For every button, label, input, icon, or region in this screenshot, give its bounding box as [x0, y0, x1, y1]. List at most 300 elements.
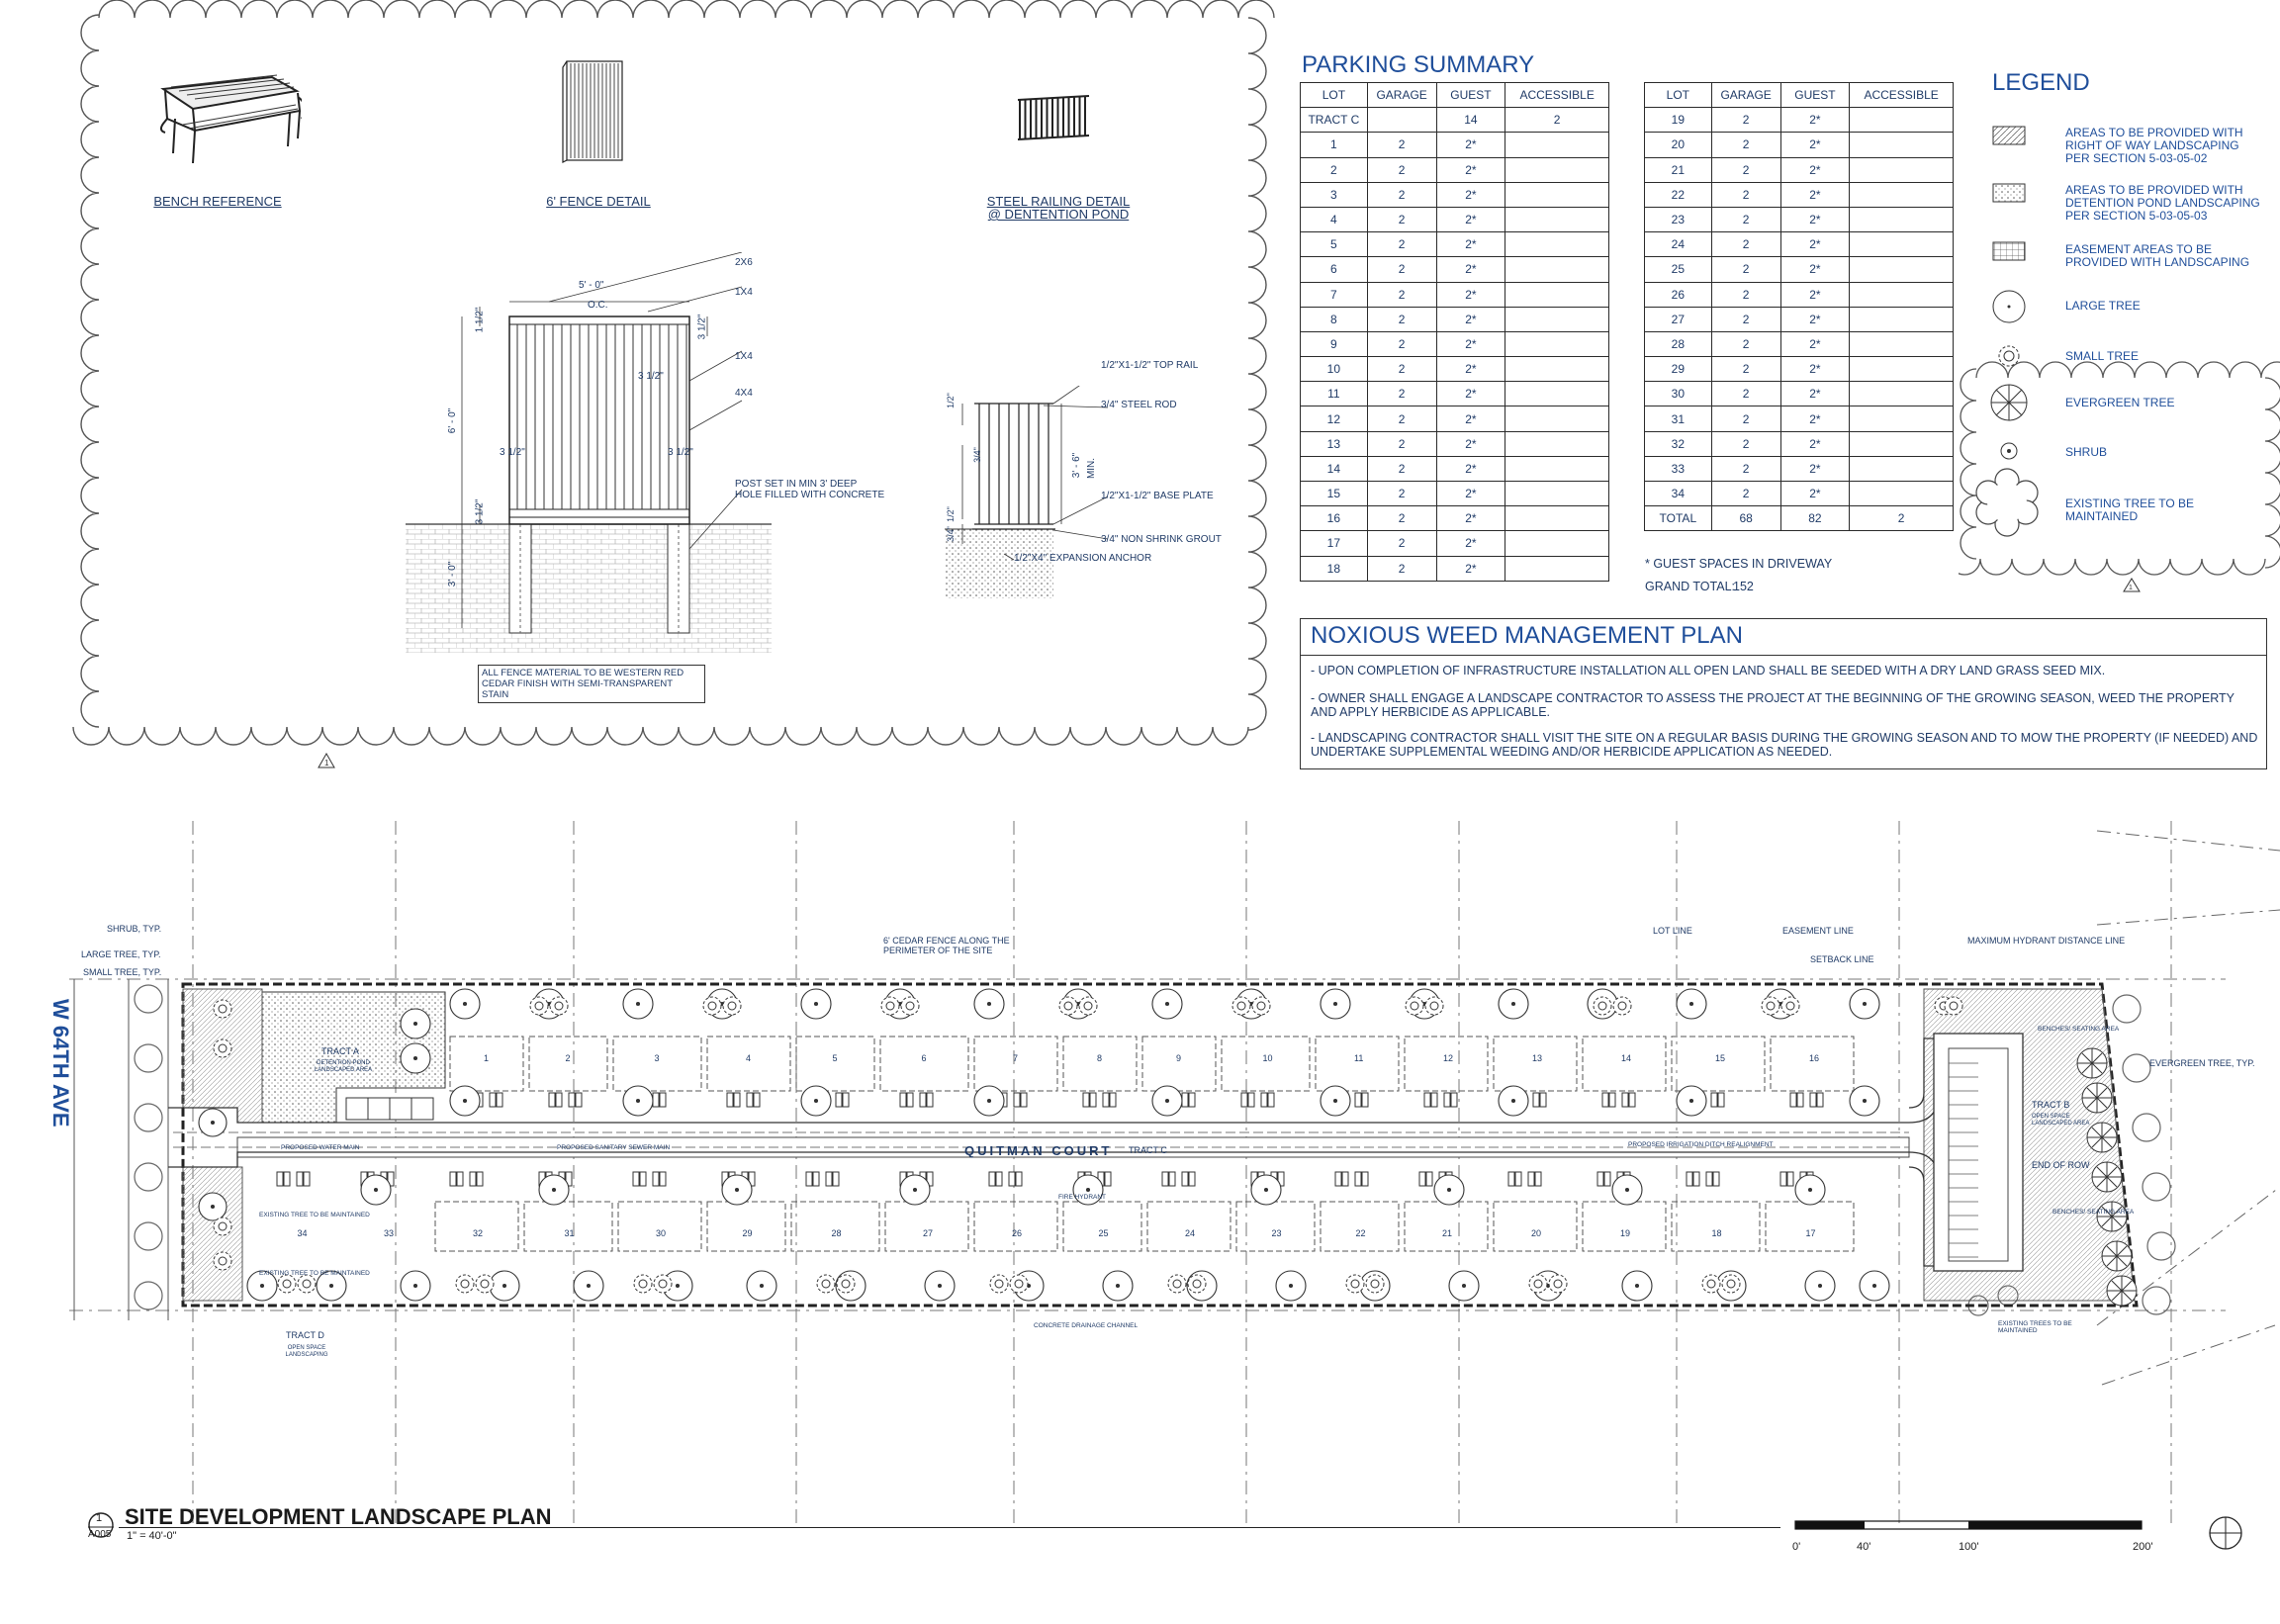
table-cell: 2*	[1436, 506, 1505, 531]
table-cell	[1505, 357, 1609, 382]
table-cell	[1505, 406, 1609, 431]
table-cell: 2	[1711, 182, 1780, 207]
benches-label-2: BENCHES/ SEATING AREA	[2052, 1209, 2135, 1216]
court-tract-label: TRACT C	[1129, 1145, 1167, 1155]
railing-callout-anchor: 1/2"X4" EXPANSION ANCHOR	[1014, 553, 1152, 564]
lot-number: 26	[1012, 1228, 1023, 1238]
lot-number: 4	[746, 1053, 752, 1063]
table-cell: 2*	[1780, 482, 1850, 506]
legend-item-text: RIGHT OF WAY LANDSCAPING	[2065, 138, 2239, 152]
table-row	[1645, 506, 1954, 531]
existing-tree-label-1: EXISTING TREE TO BE MAINTAINED	[259, 1212, 370, 1218]
callout-shrub: SHRUB, TYP.	[107, 924, 162, 934]
legend-item-text: MAINTAINED	[2065, 509, 2139, 523]
table-cell	[1505, 133, 1609, 157]
callout-small-tree: SMALL TREE, TYP.	[83, 967, 162, 977]
table-row	[1645, 382, 1954, 406]
table-cell: 2*	[1436, 182, 1505, 207]
table-cell: 2	[1367, 406, 1436, 431]
table-cell: 2	[1711, 207, 1780, 231]
table-cell: 13	[1301, 431, 1368, 456]
callout-setback-line: SETBACK LINE	[1810, 954, 1874, 964]
table-cell: 82	[1780, 506, 1850, 531]
table-cell: 2*	[1436, 406, 1505, 431]
concrete-channel-label: CONCRETE DRAINAGE CHANNEL	[1034, 1322, 1139, 1329]
table-row	[1301, 382, 1609, 406]
table-cell: 2*	[1780, 357, 1850, 382]
svg-text:1: 1	[324, 759, 329, 767]
scale-mark-100: 100'	[1959, 1541, 1979, 1553]
table-cell: 2	[1367, 357, 1436, 382]
railing-illustration	[1014, 94, 1093, 148]
table-cell: 10	[1301, 357, 1368, 382]
table-row	[1301, 157, 1609, 182]
railing-dim-1: 1/2"	[945, 393, 956, 408]
tract-b-label: TRACT B	[2032, 1100, 2070, 1110]
table-cell: 2	[1367, 232, 1436, 257]
table-cell: 2*	[1780, 133, 1850, 157]
table-cell: 2	[1367, 207, 1436, 231]
table-cell: 2*	[1436, 257, 1505, 282]
legend-item-text: PROVIDED WITH LANDSCAPING	[2065, 255, 2250, 269]
table-row	[1301, 282, 1609, 307]
fence-material-note	[478, 665, 705, 703]
lot-number: 22	[1355, 1228, 1366, 1238]
table-cell: 30	[1645, 382, 1712, 406]
sewer-main-label: PROPOSED SANITARY SEWER MAIN	[557, 1144, 671, 1151]
fence-dim-height: 6' - 0"	[447, 407, 459, 434]
table-cell	[1505, 207, 1609, 231]
table-cell	[1505, 282, 1609, 307]
railing-section-drawing	[945, 386, 1113, 598]
fence-illustration	[559, 57, 638, 168]
table-cell: TOTAL	[1645, 506, 1712, 531]
callout-lot-line: LOT LINE	[1653, 926, 1692, 936]
table-cell: 32	[1645, 431, 1712, 456]
table-cell: 2	[1367, 382, 1436, 406]
fence-detail-label: 6' FENCE DETAIL	[546, 194, 651, 209]
lot-number: 33	[384, 1228, 395, 1238]
table-cell	[1505, 482, 1609, 506]
table-cell	[1505, 182, 1609, 207]
lot-number: 7	[1013, 1053, 1019, 1063]
railing-dim-2: 3/4"	[971, 447, 982, 463]
existing-tree-label-2: EXISTING TREE TO BE MAINTAINED	[259, 1270, 370, 1277]
table-cell: 2*	[1780, 257, 1850, 282]
court-label: QUITMAN COURT	[964, 1143, 1113, 1158]
table-row	[1301, 108, 1609, 133]
table-cell: 2*	[1780, 232, 1850, 257]
table-cell	[1505, 531, 1609, 556]
table-row	[1301, 257, 1609, 282]
table-cell	[1850, 157, 1954, 182]
table-cell: 24	[1645, 232, 1712, 257]
table-cell: 2*	[1780, 307, 1850, 331]
table-row	[1645, 482, 1954, 506]
table-cell: 2*	[1436, 531, 1505, 556]
title-underline	[119, 1527, 1780, 1528]
railing-dim-3: 3' - 6"	[1071, 452, 1083, 479]
table-cell: 2*	[1436, 357, 1505, 382]
table-row	[1301, 182, 1609, 207]
site-plan-drawing	[0, 811, 2280, 1523]
table-cell: 17	[1301, 531, 1368, 556]
weed-plan-title: NOXIOUS WEED MANAGEMENT PLAN	[1311, 622, 1743, 649]
fence-dim-post-left: 3 1/2"	[500, 447, 525, 458]
lot-number: 23	[1271, 1228, 1282, 1238]
lot-number: 16	[1809, 1053, 1820, 1063]
weed-item-3: - LANDSCAPING CONTRACTOR SHALL VISIT THE SITE ON A REGULAR BASIS DURING THE GROWING SEASON AND TO MOW THE PROPERTY (IF NEEDED) AND UNDERTAKE SUPPLEMENTAL WEEDING AND/OR HERBICIDE APPLICATION AS NEEDED.	[1311, 731, 2258, 759]
table-cell	[1505, 307, 1609, 331]
sheet-number: 1	[96, 1512, 103, 1524]
lot-number: 31	[564, 1228, 575, 1238]
callout-easement-line: EASEMENT LINE	[1782, 926, 1854, 936]
fence-callout-1x4-top: 1X4	[735, 287, 753, 298]
table-cell	[1505, 257, 1609, 282]
grand-total-label: GRAND TOTAL:	[1645, 580, 1735, 593]
table-cell: 34	[1645, 482, 1712, 506]
table-cell: 2*	[1780, 282, 1850, 307]
table-row	[1645, 133, 1954, 157]
parking-right-header-lot: LOT	[1645, 83, 1712, 108]
table-cell: 68	[1711, 506, 1780, 531]
table-row	[1645, 232, 1954, 257]
fire-hydrant-label: FIRE HYDRANT	[1058, 1194, 1107, 1201]
table-cell: 19	[1645, 108, 1712, 133]
north-arrow-icon	[2206, 1513, 2245, 1553]
tract-a-sub: DETENTION POND LANDSCAPED AREA	[314, 1060, 373, 1073]
table-row	[1301, 482, 1609, 506]
table-cell: 16	[1301, 506, 1368, 531]
legend-item-small-tree	[2065, 350, 2139, 363]
lot-number: 15	[1715, 1053, 1726, 1063]
table-row	[1301, 431, 1609, 456]
table-row	[1645, 207, 1954, 231]
legend-item-grid-hatch	[2065, 243, 2249, 269]
parking-footnote: * GUEST SPACES IN DRIVEWAY	[1645, 557, 1833, 571]
table-cell	[1850, 382, 1954, 406]
table-cell: 2*	[1436, 157, 1505, 182]
fence-callout-1x4: 1X4	[735, 351, 753, 362]
railing-callout-top-rail: 1/2"X1-1/2" TOP RAIL	[1101, 360, 1199, 371]
lot-number: 3	[654, 1053, 660, 1063]
table-row	[1645, 406, 1954, 431]
large-tree-icon	[1993, 291, 2025, 322]
table-cell: 2*	[1436, 556, 1505, 581]
fence-dim-top-rail: 1 1/2"	[474, 307, 486, 333]
table-cell: 2*	[1436, 133, 1505, 157]
table-row	[1301, 232, 1609, 257]
parking-right-header-garage: GARAGE	[1711, 83, 1780, 108]
legend-title: LEGEND	[1992, 69, 2090, 96]
scale-mark-200: 200'	[2133, 1541, 2153, 1553]
plan-title: SITE DEVELOPMENT LANDSCAPE PLAN	[125, 1504, 552, 1529]
parking-table-left	[1300, 82, 1609, 582]
table-cell: 2*	[1436, 282, 1505, 307]
fence-callout-2x6: 2X6	[735, 257, 753, 268]
table-cell	[1850, 482, 1954, 506]
table-row	[1645, 257, 1954, 282]
table-cell: 31	[1645, 406, 1712, 431]
diagonal-hatch-swatch	[1993, 127, 2025, 144]
table-cell: 2	[1367, 282, 1436, 307]
fence-dim-slat: 3 1/2"	[638, 371, 664, 382]
fence-dim-oc: O.C.	[588, 300, 608, 311]
table-cell: 2*	[1436, 431, 1505, 456]
table-row	[1645, 157, 1954, 182]
lot-number: 1	[484, 1053, 490, 1063]
table-cell	[1505, 157, 1609, 182]
water-main-label: PROPOSED WATER MAIN	[281, 1144, 360, 1151]
railing-callout-base-plate: 1/2"X1-1/2" BASE PLATE	[1101, 491, 1214, 501]
table-row	[1645, 331, 1954, 356]
table-cell: 2*	[1436, 456, 1505, 481]
table-cell: 2	[1301, 157, 1368, 182]
table-cell	[1850, 282, 1954, 307]
fence-dim-bottom-rail: 3 1/2"	[474, 498, 486, 525]
table-cell: 2*	[1436, 331, 1505, 356]
svg-text:1: 1	[2129, 585, 2133, 591]
table-row	[1301, 307, 1609, 331]
table-row	[1645, 431, 1954, 456]
table-cell	[1505, 331, 1609, 356]
legend-item-text: EXISTING TREE TO BE	[2065, 496, 2195, 510]
lot-number: 5	[832, 1053, 838, 1063]
legend-item-text: SHRUB	[2065, 445, 2108, 459]
table-cell: 2*	[1436, 482, 1505, 506]
table-cell: 2	[1367, 257, 1436, 282]
benches-label-1: BENCHES/ SEATING AREA	[2038, 1026, 2120, 1033]
table-cell: 2	[1367, 307, 1436, 331]
table-cell: 4	[1301, 207, 1368, 231]
railing-detail-label-1: STEEL RAILING DETAIL	[986, 194, 1131, 209]
table-cell: 2	[1505, 108, 1609, 133]
small-tree-icon	[1999, 346, 2019, 366]
table-row	[1645, 108, 1954, 133]
table-cell	[1850, 108, 1954, 133]
table-cell	[1850, 431, 1954, 456]
table-cell: 2*	[1780, 207, 1850, 231]
table-cell: 5	[1301, 232, 1368, 257]
table-cell	[1850, 406, 1954, 431]
weed-item-1: - UPON COMPLETION OF INFRASTRUCTURE INSTALLATION ALL OPEN LAND SHALL BE SEEDED WITH A DRY LAND GRASS SEED MIX.	[1311, 664, 2106, 677]
fence-dim-width: 5' - 0"	[579, 280, 604, 291]
table-cell	[1505, 232, 1609, 257]
table-row	[1645, 182, 1954, 207]
callout-large-tree: LARGE TREE, TYP.	[81, 949, 161, 959]
legend-item-diagonal-hatch	[2065, 127, 2243, 165]
legend-item-shrub	[2065, 446, 2107, 459]
table-cell	[1850, 357, 1954, 382]
table-cell: 2	[1711, 133, 1780, 157]
legend-item-text: SMALL TREE	[2065, 349, 2140, 363]
table-cell	[1850, 307, 1954, 331]
parking-left-header-accessible: ACCESSIBLE	[1505, 83, 1609, 108]
bench-illustration	[153, 69, 302, 168]
table-cell: 2	[1711, 307, 1780, 331]
lot-number: 21	[1442, 1228, 1453, 1238]
evergreen-tree-icon	[1991, 385, 2027, 420]
table-cell: TRACT C	[1301, 108, 1368, 133]
lot-number: 10	[1262, 1053, 1273, 1063]
table-cell: 26	[1645, 282, 1712, 307]
lot-number: 27	[923, 1228, 934, 1238]
lot-number: 17	[1805, 1228, 1816, 1238]
end-of-row-label: END OF ROW	[2032, 1160, 2090, 1170]
table-cell: 2*	[1436, 207, 1505, 231]
fence-dim-top-right: 3 1/2"	[696, 314, 708, 340]
table-cell: 2	[1367, 133, 1436, 157]
weed-plan-divider	[1300, 655, 2267, 656]
lot-number: 20	[1531, 1228, 1542, 1238]
table-cell	[1367, 108, 1436, 133]
table-cell: 2	[1711, 331, 1780, 356]
dotted-swatch	[1993, 184, 2025, 202]
table-cell: 2	[1367, 431, 1436, 456]
lot-number: 30	[656, 1228, 667, 1238]
table-row	[1645, 282, 1954, 307]
lot-number: 29	[742, 1228, 753, 1238]
table-cell: 11	[1301, 382, 1368, 406]
table-cell	[1850, 207, 1954, 231]
fence-note-line-1: ALL FENCE MATERIAL TO BE WESTERN RED	[482, 668, 684, 678]
table-cell: 2*	[1780, 157, 1850, 182]
table-cell	[1850, 232, 1954, 257]
table-cell: 2	[1711, 456, 1780, 481]
table-cell: 2	[1367, 531, 1436, 556]
legend-item-text: LARGE TREE	[2065, 299, 2141, 313]
legend-item-text: PER SECTION 5-03-05-02	[2065, 151, 2208, 165]
scale-mark-40: 40'	[1857, 1541, 1871, 1553]
parking-right-header-guest: GUEST	[1780, 83, 1850, 108]
table-cell: 7	[1301, 282, 1368, 307]
lot-number: 6	[921, 1053, 927, 1063]
table-cell: 2	[1367, 482, 1436, 506]
legend-item-evergreen-tree	[2065, 397, 2174, 409]
table-cell	[1505, 456, 1609, 481]
table-cell: 9	[1301, 331, 1368, 356]
legend-item-text: AREAS TO BE PROVIDED WITH	[2065, 126, 2243, 139]
table-cell: 6	[1301, 257, 1368, 282]
table-cell: 2	[1367, 456, 1436, 481]
table-cell	[1505, 506, 1609, 531]
lot-number: 34	[297, 1228, 308, 1238]
table-cell: 2	[1711, 232, 1780, 257]
lot-number: 8	[1097, 1053, 1103, 1063]
legend-item-large-tree	[2065, 300, 2141, 313]
parking-table-right	[1644, 82, 1954, 531]
fence-dim-post-right: 3 1/2"	[668, 447, 693, 458]
table-cell: 2	[1711, 406, 1780, 431]
table-row	[1301, 331, 1609, 356]
existing-tree-icon	[1972, 467, 2042, 538]
existing-trees-label: EXISTING TREES TO BE MAINTAINED	[1998, 1320, 2072, 1334]
parking-left-header-garage: GARAGE	[1367, 83, 1436, 108]
plan-scale: 1" = 40'-0"	[127, 1530, 177, 1542]
table-row	[1645, 307, 1954, 331]
table-cell	[1505, 382, 1609, 406]
tract-d-label: TRACT D	[286, 1330, 324, 1340]
table-cell: 2*	[1780, 406, 1850, 431]
legend-item-text: EASEMENT AREAS TO BE	[2065, 242, 2213, 256]
table-cell: 2*	[1436, 307, 1505, 331]
legend-item-text: EVERGREEN TREE	[2065, 396, 2175, 409]
table-cell	[1505, 556, 1609, 581]
table-cell: 8	[1301, 307, 1368, 331]
table-row	[1301, 207, 1609, 231]
lot-number: 28	[831, 1228, 842, 1238]
grand-total-value: 152	[1733, 580, 1754, 593]
table-cell: 2	[1711, 157, 1780, 182]
table-cell: 2	[1711, 431, 1780, 456]
table-cell: 18	[1301, 556, 1368, 581]
lot-number: 25	[1098, 1228, 1109, 1238]
table-row	[1301, 456, 1609, 481]
lot-number: 2	[565, 1053, 571, 1063]
callout-hydrant-line: MAXIMUM HYDRANT DISTANCE LINE	[1967, 936, 2126, 946]
lot-number: 32	[473, 1228, 484, 1238]
railing-dim-min: MIN.	[1086, 457, 1098, 480]
table-row	[1301, 357, 1609, 382]
scale-mark-0: 0'	[1792, 1541, 1801, 1553]
table-cell: 12	[1301, 406, 1368, 431]
legend-item-text: AREAS TO BE PROVIDED WITH	[2065, 183, 2243, 197]
parking-left-header-guest: GUEST	[1436, 83, 1505, 108]
table-cell: 2	[1367, 182, 1436, 207]
railing-callout-steel-rod: 3/4" STEEL ROD	[1101, 400, 1177, 410]
fence-callout-post-2: HOLE FILLED WITH CONCRETE	[735, 490, 885, 500]
table-row	[1301, 406, 1609, 431]
legend-item-dotted	[2065, 184, 2260, 223]
railing-callout-grout: 3/4" NON SHRINK GROUT	[1101, 534, 1222, 545]
shrub-icon	[2001, 443, 2017, 459]
table-cell	[1850, 456, 1954, 481]
fence-callout-4x4: 4X4	[735, 388, 753, 399]
lot-number: 13	[1532, 1053, 1543, 1063]
lot-number: 19	[1620, 1228, 1631, 1238]
table-cell: 20	[1645, 133, 1712, 157]
table-cell: 2*	[1436, 382, 1505, 406]
tract-d-sub: OPEN SPACE LANDSCAPING	[285, 1345, 328, 1358]
tract-b-sub: OPEN SPACE LANDSCAPED AREA	[2032, 1114, 2090, 1127]
lot-number: 14	[1621, 1053, 1632, 1063]
callout-evergreen: EVERGREEN TREE, TYP.	[2149, 1058, 2255, 1068]
table-cell	[1505, 431, 1609, 456]
parking-summary-title: PARKING SUMMARY	[1302, 51, 1535, 78]
table-cell: 2	[1367, 157, 1436, 182]
table-cell: 15	[1301, 482, 1368, 506]
legend-item-existing-tree	[2065, 497, 2194, 523]
table-cell: 2	[1850, 506, 1954, 531]
table-cell: 2	[1711, 382, 1780, 406]
table-cell: 2	[1711, 282, 1780, 307]
table-cell: 2	[1711, 482, 1780, 506]
table-cell	[1850, 257, 1954, 282]
table-cell: 2	[1367, 506, 1436, 531]
table-cell: 22	[1645, 182, 1712, 207]
fence-dim-depth: 3' - 0"	[447, 561, 459, 587]
weed-item-2: - OWNER SHALL ENGAGE A LANDSCAPE CONTRACTOR TO ASSESS THE PROJECT AT THE BEGINNING OF THE GROWING SEASON, WEED THE PROPERTY AND APPLY HERBICIDE AS APPLICABLE.	[1311, 691, 2234, 719]
table-cell: 2	[1711, 257, 1780, 282]
street-label: W 64TH AVE	[48, 999, 73, 1128]
table-cell: 2*	[1780, 431, 1850, 456]
table-row	[1301, 556, 1609, 581]
table-cell: 14	[1301, 456, 1368, 481]
table-row	[1301, 506, 1609, 531]
grid-hatch-swatch	[1993, 242, 2025, 260]
parking-left-header-lot: LOT	[1301, 83, 1368, 108]
table-cell: 3	[1301, 182, 1368, 207]
